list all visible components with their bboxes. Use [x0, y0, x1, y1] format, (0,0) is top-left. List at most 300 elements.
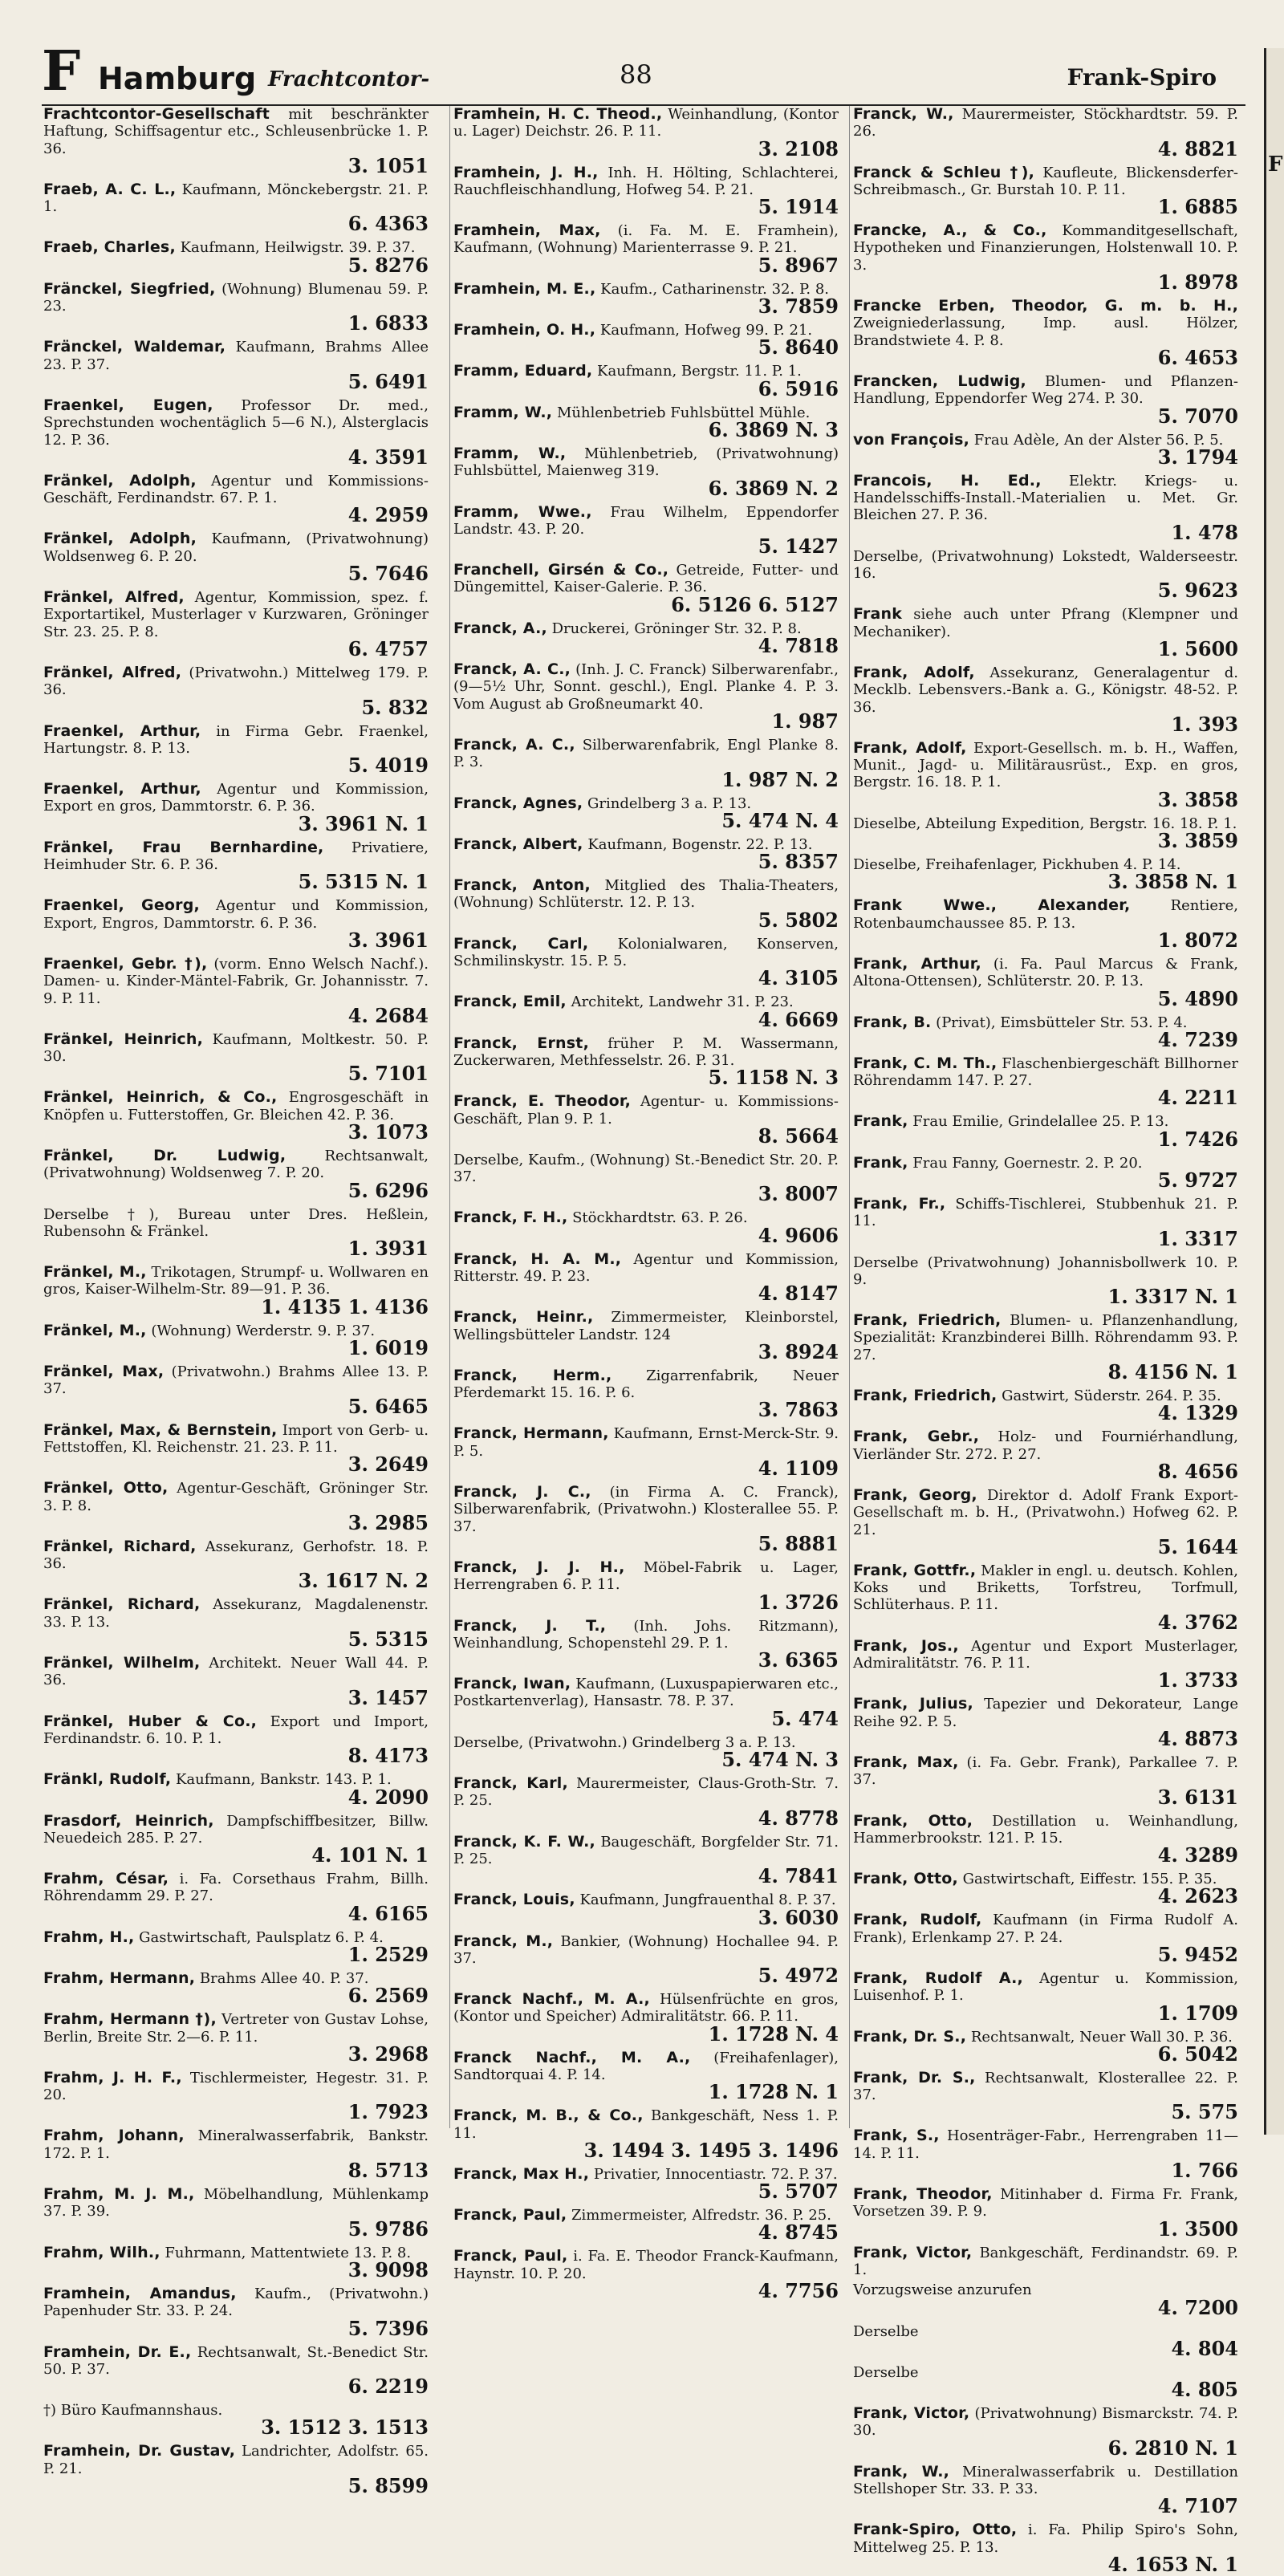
phone-number: 5. 474 N. 3 — [721, 1748, 839, 1772]
edge-letter: F — [1268, 152, 1283, 177]
entry-name: Framm, Wwe., — [453, 502, 592, 521]
phone-number: 5. 1158 N. 3 — [708, 1066, 839, 1090]
directory-entry — [453, 1834, 839, 1887]
entry-details: Frau Adèle, An der Alster 56. P. 5. — [969, 431, 1224, 449]
phone-number: 4. 1329 — [1157, 1401, 1238, 1425]
entry-name: Francke Erben, Theodor, G. m. b. H., — [853, 297, 1238, 315]
entry-details: Frau Emilie, Grindelallee 25. P. 13. — [908, 1113, 1169, 1131]
phone-number: 1. 3726 — [758, 1590, 839, 1614]
phone-number: 6. 2810 N. 1 — [1107, 2436, 1238, 2460]
directory-entry — [853, 897, 1238, 951]
directory-entry — [853, 856, 1238, 892]
entry-name: Fränkel, M., — [43, 1321, 147, 1339]
directory-entry — [43, 1713, 429, 1767]
entry-details: Frau Fanny, Goernestr. 2. P. 20. — [908, 1154, 1143, 1172]
directory-entry — [43, 1480, 429, 1534]
phone-number: 4. 2959 — [347, 503, 429, 527]
phone-number: 1. 3317 N. 1 — [1107, 1285, 1238, 1309]
phone-number: 5. 8967 — [758, 253, 839, 277]
entry-details: Bankgeschäft, Ferdinandstr. 69. P. 1. — [853, 2244, 1238, 2278]
directory-entry — [43, 473, 429, 526]
entry-name: Frank, Victor, — [853, 2404, 970, 2423]
phone-number: 1. 7426 — [1157, 1127, 1238, 1151]
phone-number: 5. 9623 — [1157, 579, 1238, 603]
entry-details: Agentur- u. Kommissions-Geschäft, Plan 9. P. 1. — [453, 1093, 839, 1128]
phone-number: 3. 2108 — [758, 136, 839, 160]
entry-name: Frank, B. — [853, 1013, 932, 1031]
entry-name: Frank, Adolf, — [853, 738, 967, 757]
entry-name: Fränkel, Max, & Bernstein, — [43, 1420, 278, 1439]
entry-details: (Privatwohnung) Bismarckstr. 74. P. 30. — [853, 2405, 1239, 2440]
entry-details: (Inh. J. C. Franck) Silberwarenfabr., (9—5½ Uhr, Sonnt. geschl.), Engl. Planke 4. P. 3. Vom August ab Großneumarkt 40. — [453, 661, 839, 713]
phone-number: 3. 6365 — [758, 1648, 839, 1672]
entry-name: Frank, Dr. S., — [853, 2068, 976, 2086]
phone-number: 5. 8881 — [758, 1531, 839, 1555]
entry-name: Franck, A., — [453, 619, 547, 637]
phone-number: 3. 3961 — [347, 928, 429, 952]
phone-number: 4. 7841 — [758, 1864, 839, 1888]
directory-entry — [453, 1093, 839, 1147]
entry-name: Franck Nachf., M. A., — [453, 2048, 691, 2066]
phone-number: 5. 1644 — [1157, 1534, 1238, 1558]
phone-number: 5. 4972 — [758, 1964, 839, 1988]
entry-details: Dieselbe, Abteilung Expedition, Bergstr. 16. 18. P. 1. — [853, 815, 1237, 832]
entry-details: Gastwirt, Süderstr. 264. P. 35. — [997, 1388, 1221, 1405]
entry-details: Rechtsanwalt, Neuer Wall 30. P. 36. — [966, 2028, 1233, 2046]
directory-entry — [853, 1487, 1238, 1558]
directory-entry — [853, 2186, 1238, 2240]
directory-entry — [43, 106, 429, 177]
phone-number: 4. 804 — [1171, 2336, 1238, 2360]
entry-details: Destillation u. Weinhandlung, Hammerbrookstr. 121. P. 15. — [853, 1812, 1238, 1847]
directory-entry — [853, 1562, 1238, 1633]
entry-details: Bankier, (Wohnung) Hochallee 94. P. 37. — [453, 1932, 839, 1967]
phone-number: 5. 4019 — [347, 754, 429, 778]
phone-number: 4. 8821 — [1157, 136, 1238, 160]
directory-entry — [453, 1559, 839, 1613]
column-middle — [449, 105, 839, 2303]
entry-name: Franck, J. C., — [453, 1483, 591, 1501]
phone-number: 6. 3869 N. 3 — [708, 417, 839, 441]
phone-number: 5. 5315 N. 1 — [298, 870, 429, 894]
entry-name: Fränkel, Adolph, — [43, 471, 197, 490]
entry-name: Franck, M. B., & Co., — [453, 2107, 644, 2125]
entry-details: Kaufmann, Ernst-Merck-Str. 9. P. 5. — [453, 1425, 839, 1460]
entry-name: Fränkel, Dr. Ludwig, — [43, 1146, 286, 1164]
phone-number: 4. 1653 N. 1 — [1107, 2552, 1238, 2576]
entry-details: Getreide, Futter- und Düngemittel, Kaiser-Galerie. P. 36. — [453, 562, 839, 596]
phone-number: 1. 987 — [771, 709, 839, 733]
phone-number: 1. 3733 — [1157, 1668, 1238, 1692]
entry-details: Agentur und Kommission, Export, Engros, Dammtorstr. 6. P. 36. — [43, 897, 429, 932]
phone-number: 1. 1728 N. 4 — [708, 2021, 839, 2046]
entry-details: Kaufmann, Moltkestr. 50. P. 30. — [43, 1030, 429, 1066]
phone-number: 5. 8276 — [347, 253, 429, 277]
directory-entry — [453, 2166, 839, 2202]
entry-details: Weinhandlung, (Kontor u. Lager) Deichstr. 26. P. 11. — [453, 106, 839, 140]
phone-number: 5. 575 — [1171, 2100, 1238, 2124]
entry-name: Fränkel, Otto, — [43, 1479, 169, 1497]
directory-entry — [43, 2245, 429, 2281]
entry-details: i. Fa. Corsethaus Frahm, Billh. Röhrendamm 29. P. 27. — [43, 1871, 429, 1905]
entry-details: Brahms Allee 40. P. 37. — [195, 1970, 369, 1987]
entry-name: Fränkel, Adolph, — [43, 530, 197, 548]
directory-entry — [43, 281, 429, 335]
entry-name: Franck, Louis, — [453, 1891, 575, 1909]
phone-number: 1. 766 — [1171, 2159, 1238, 2183]
directory-entry — [453, 2248, 839, 2302]
entry-details: Export und Import, Ferdinandstr. 6. 10. P. 1. — [43, 1713, 429, 1747]
entry-details: Landrichter, Adolfstr. 65. P. 21. — [43, 2443, 429, 2477]
phone-number: 1. 3317 — [1157, 1226, 1238, 1250]
phone-number: 4. 3762 — [1157, 1610, 1238, 1634]
entry-details: Architekt. Neuer Wall 44. P. 36. — [43, 1655, 429, 1689]
directory-entry — [453, 322, 839, 358]
adjacent-page-edge — [1264, 48, 1284, 2135]
entry-details: Rechtsanwalt, (Privatwohnung) Woldsenweg 7. P. 20. — [43, 1147, 429, 1182]
phone-number: 3. 3859 — [1157, 829, 1238, 853]
phone-number: 5. 6296 — [347, 1178, 429, 1202]
directory-entry — [43, 2402, 429, 2438]
directory-entry — [853, 2405, 1238, 2459]
directory-entry — [853, 548, 1238, 602]
entry-name: Frank, Georg, — [853, 1485, 977, 1504]
entry-details: Rentiere, Rotenbaumchaussee 85. P. 13. — [853, 897, 1238, 932]
phone-number: 1. 6019 — [347, 1336, 429, 1360]
directory-entry — [453, 2107, 839, 2161]
entry-details: Derselbe — [853, 2322, 919, 2340]
directory-entry — [453, 222, 839, 276]
entry-details: (vorm. Enno Welsch Nachf.). Damen- u. Kinder-Mäntel-Fabrik, Gr. Johannisstr. 7. 9. P. 11. — [43, 955, 429, 1007]
entry-details: Mineralwasserfabrik u. Destillation Stellshoper Str. 33. P. 33. — [853, 2463, 1238, 2498]
entry-details: Derselbe, (Privatwohn.) Grindelberg 3 a. P. 13. — [453, 1733, 796, 1751]
entry-details: (i. Fa. Paul Marcus & Frank, Altona-Ottensen), Schlüterstr. 20. P. 13. — [853, 955, 1238, 990]
entry-name: Frahm, Hermann, — [43, 1969, 196, 1987]
phone-number: 5. 5707 — [758, 2180, 839, 2204]
directory-entry — [43, 2070, 429, 2123]
entry-details: Mühlenbetrieb Fuhlsbüttel Mühle. — [552, 404, 811, 421]
entry-details: in Firma Gebr. Fraenkel, Hartungstr. 8. P. 13. — [43, 722, 429, 757]
entry-name: Fraeb, A. C. L., — [43, 180, 177, 198]
phone-number: 5. 9786 — [347, 2216, 429, 2241]
directory-entry — [453, 2207, 839, 2243]
directory-entry — [453, 445, 839, 499]
phone-number: 4. 7756 — [758, 2279, 839, 2303]
directory-entry — [853, 1312, 1238, 1383]
entry-name: Frank, Otto, — [853, 1811, 973, 1830]
entry-details: Engrosgeschäft in Knöpfen u. Futterstoffen, Gr. Bleichen 42. P. 36. — [43, 1089, 429, 1123]
directory-entry — [453, 363, 839, 399]
entry-name: Franck, Emil, — [453, 993, 567, 1011]
directory-entry — [853, 2029, 1238, 2065]
entry-name: Franck, Paul, — [453, 2206, 567, 2225]
entry-name: Franck, A. C., — [453, 735, 575, 754]
phone-number: 4. 8147 — [758, 1282, 839, 1306]
entry-details: Kaufleute, Blickensderfer-Schreibmasch., Gr. Burstah 10. P. 11. — [853, 164, 1238, 198]
directory-entry — [453, 504, 839, 558]
phone-number: 5. 474 N. 4 — [721, 808, 839, 832]
entry-details: Holz- und Fourniérhandlung, Vierländer Str. 272. P. 27. — [853, 1428, 1238, 1463]
directory-entry — [453, 1484, 839, 1554]
entry-name: Fraenkel, Gebr. †), — [43, 954, 208, 973]
directory-entry — [43, 781, 429, 835]
entry-name: Frank-Spiro, Otto, — [853, 2521, 1018, 2539]
phone-number: 4. 6165 — [347, 1901, 429, 1925]
entry-name: Franck, W., — [853, 105, 954, 123]
directory-entry — [453, 1933, 839, 1987]
entry-details: Vertreter von Gustav Lohse, Berlin, Breite Str. 2—6. P. 11. — [43, 2011, 429, 2046]
directory-entry — [853, 1254, 1238, 1308]
phone-number: 3. 6030 — [758, 1905, 839, 1929]
entry-name: Frank, — [853, 1112, 908, 1131]
entry-name: Frank, Friedrich, — [853, 1387, 998, 1405]
entry-details: Kaufmann, (Privatwohnung) Woldsenweg 6. P. 20. — [43, 530, 429, 565]
entry-name: Franck, Carl, — [453, 934, 589, 953]
entry-details: Agentur und Kommission, Export en gros, Dammtorstr. 6. P. 36. — [43, 781, 429, 815]
entry-name: Franck, Paul, — [453, 2247, 568, 2265]
directory-entry — [853, 222, 1238, 293]
entry-name: Frank, Fr., — [853, 1194, 946, 1213]
directory-entry — [43, 1871, 429, 1924]
directory-entry — [853, 1014, 1238, 1050]
entry-details: Kaufmann (in Firma Rudolf A. Frank), Erlenkamp 27. P. 24. — [853, 1912, 1238, 1946]
directory-entry — [853, 664, 1238, 735]
phone-number: 3. 9098 — [347, 2257, 429, 2281]
phone-number: 1. 1728 N. 1 — [708, 2080, 839, 2104]
entry-name: Franck, Anton, — [453, 876, 591, 895]
entry-name: Fränkel, Wilhelm, — [43, 1654, 201, 1672]
entry-details: Rechtsanwalt, Klosterallee 22. P. 37. — [853, 2069, 1238, 2104]
phone-number: 4. 7200 — [1157, 2295, 1238, 2319]
directory-entry — [453, 2050, 839, 2103]
phone-number: 5. 4890 — [1157, 986, 1238, 1010]
entry-name: Franck Nachf., M. A., — [453, 1990, 650, 2009]
entry-details: Derselbe, Kaufm., (Wohnung) St.-Benedict Str. 20. P. 37. — [453, 1151, 839, 1186]
phone-number: 5. 9727 — [1157, 1168, 1238, 1192]
entry-details: Silberwarenfabrik, Engl Planke 8. P. 3. — [453, 736, 839, 771]
phone-number: 1. 2529 — [347, 1943, 429, 1966]
entry-details: Zimmermeister, Kleinborstel, Wellingsbütteler Landstr. 124 — [453, 1309, 839, 1343]
directory-entry — [853, 1696, 1238, 1749]
entry-details: früher P. M. Wassermann, Zuckerwaren, Methfesselstr. 26. P. 31. — [453, 1034, 839, 1069]
phone-number: 1. 1709 — [1157, 2001, 1238, 2025]
entry-details: Mineralwasserfabrik, Bankstr. 172. P. 1. — [43, 2127, 429, 2162]
directory-entry — [453, 1891, 839, 1928]
entry-details: Maurermeister, Claus-Groth-Str. 7. P. 25. — [453, 1775, 839, 1810]
entry-details: Assekuranz, Gerhofstr. 18. P. 36. — [43, 1538, 429, 1573]
directory-entry — [43, 1089, 429, 1143]
entry-details: (Wohnung) Werderstr. 9. P. 37. — [146, 1322, 376, 1339]
directory-entry — [853, 815, 1238, 851]
phone-number: 4. 1109 — [758, 1457, 839, 1481]
directory-entry — [43, 397, 429, 468]
entry-details: †) Büro Kaufmannshaus. — [43, 2402, 223, 2420]
entry-details: Kaufmann, Brahms Allee 23. P. 37. — [43, 339, 429, 373]
entry-name: Frank, Gottfr., — [853, 1561, 977, 1579]
entry-details: Assekuranz, Magdalenenstr. 33. P. 13. — [43, 1596, 429, 1631]
entry-name: Frank Wwe., Alexander, — [853, 896, 1131, 915]
directory-entry — [43, 2344, 429, 2398]
directory-entry — [43, 839, 429, 893]
entry-name: Franck, F. H., — [453, 1209, 568, 1227]
entry-details: Bankgeschäft, Ness 1. P. 11. — [453, 2107, 839, 2142]
directory-entry — [43, 1422, 429, 1476]
entry-name: Frank, Julius, — [853, 1695, 973, 1713]
directory-entry — [853, 740, 1238, 811]
phone-number: 5. 8357 — [758, 850, 839, 874]
column-right — [849, 105, 1239, 2576]
phone-number: 5. 832 — [361, 695, 429, 719]
phone-number: 4. 3289 — [1157, 1843, 1238, 1867]
entry-details: (Privatwohn.) Mittelweg 179. P. 36. — [43, 664, 429, 699]
directory-entry — [43, 1264, 429, 1318]
entry-details: Gastwirtschaft, Eiffestr. 155. P. 35. — [957, 1871, 1217, 1888]
phone-number: 5. 8599 — [347, 2474, 429, 2498]
entry-name: Fränkel, Frau Bernhardine, — [43, 838, 324, 856]
entry-name: Fränkel, Max, — [43, 1363, 165, 1381]
directory-entry — [453, 993, 839, 1030]
phone-number: 8. 5713 — [347, 2159, 429, 2183]
directory-entry — [853, 2364, 1238, 2400]
entry-details: Flaschenbiergeschäft Billhorner Röhrendamm 147. P. 27. — [853, 1054, 1238, 1090]
directory-entry — [43, 1363, 429, 1417]
entry-details: Agentur-Geschäft, Gröninger Str. 3. P. 8. — [43, 1480, 429, 1514]
entry-name: Francke, A., & Co., — [853, 221, 1047, 240]
entry-details: i. Fa. Philip Spiro's Sohn, Mittelweg 25. P. 13. — [853, 2521, 1238, 2556]
phone-number: 4. 7818 — [758, 634, 839, 658]
directory-entry — [453, 737, 839, 790]
phone-number: 4. 805 — [1171, 2378, 1238, 2402]
entry-name: Frank, Victor, — [853, 2243, 973, 2261]
directory-entry — [453, 877, 839, 931]
entry-name: Frank, W., — [853, 2462, 950, 2481]
directory-entry — [453, 1152, 839, 1205]
entry-name: Frank, S., — [853, 2127, 940, 2145]
entry-name: Framhein, Amandus, — [43, 2284, 237, 2302]
phone-number: 5. 7101 — [347, 1062, 429, 1086]
entry-details: (Wohnung) Blumenau 59. P. 23. — [43, 280, 429, 315]
entry-details: (in Firma A. C. Franck), Silberwarenfabrik, (Privatwohn.) Klosterallee 55. P. 37. — [453, 1484, 839, 1535]
entry-name: Framhein, Max, — [453, 221, 601, 240]
entry-details: Blumen- und Pflanzen-Handlung, Eppendorfer Weg 274. P. 30. — [853, 372, 1238, 408]
entry-name: Franck, J. J. H., — [453, 1558, 625, 1576]
entry-name: Frank, Adolf, — [853, 663, 975, 681]
entry-name: Franck, A. C., — [453, 660, 571, 679]
entry-details: Export-Gesellsch. m. b. H., Waffen, Munit., Jagd- u. Militärausrüst., Exp. en gros, Bergstr. 16. 18. P. 1. — [853, 739, 1239, 791]
phone-number: 3. 3858 N. 1 — [1107, 870, 1238, 894]
entry-details: Vorzugsweise anzurufen — [853, 2281, 1032, 2299]
column-left — [43, 105, 429, 2498]
phone-number: 6. 5042 — [1157, 2042, 1238, 2066]
phone-number: 5. 8640 — [758, 335, 839, 360]
entry-name: Framhein, Dr. E., — [43, 2342, 192, 2361]
phone-number: 3. 7859 — [758, 295, 839, 319]
directory-entry — [453, 562, 839, 616]
entry-name: Fraenkel, Arthur, — [43, 721, 201, 740]
entry-name: Fraenkel, Georg, — [43, 896, 200, 915]
entry-name: Frank — [853, 605, 903, 624]
entry-details: Möbel-Fabrik u. Lager, Herrengraben 6. P. 11. — [453, 1558, 839, 1594]
entry-details: Kaufmann, (Luxuspapierwaren etc., Postkartenverlag), Hansastr. 78. P. 37. — [453, 1676, 839, 1710]
entry-details: Privatiere, Heimhuder Str. 6. P. 36. — [43, 839, 429, 874]
directory-entry — [43, 2285, 429, 2339]
phone-number: 4. 7239 — [1157, 1027, 1238, 1051]
entry-name: Framm, W., — [453, 403, 553, 421]
phone-number: 3. 2968 — [347, 2042, 429, 2066]
directory-entry — [453, 661, 839, 732]
directory-entry — [43, 1148, 429, 1201]
entry-name: Framhein, J. H., — [453, 163, 599, 181]
phone-number: 1. 987 N. 2 — [721, 767, 839, 791]
entry-name: Framm, W., — [453, 444, 567, 462]
phone-number: 6. 2569 — [347, 1984, 429, 2008]
entry-name: Frahm, César, — [43, 1870, 169, 1888]
section-letter: F — [42, 39, 81, 104]
phone-number: 6. 4363 — [347, 212, 429, 236]
directory-entry — [43, 1031, 429, 1085]
directory-entry — [853, 1155, 1238, 1191]
entry-details: siehe auch unter Pfrang (Klempner und Mechaniker). — [853, 606, 1238, 640]
phone-number: 4. 7107 — [1157, 2494, 1238, 2518]
entry-details: Maurermeister, Stöckhardtstr. 59. P. 26. — [853, 106, 1238, 140]
entry-name: Franck, J. T., — [453, 1616, 607, 1635]
entry-name: Fränkel, Alfred, — [43, 588, 185, 607]
entry-details: Druckerei, Gröninger Str. 32. P. 8. — [547, 620, 802, 637]
entry-name: Frank, Gebr., — [853, 1428, 980, 1446]
directory-entry — [43, 723, 429, 777]
directory-entry — [43, 956, 429, 1026]
entry-name: Frank, Rudolf A., — [853, 1969, 1023, 1987]
phone-number: 1. 4135 1. 4136 — [261, 1294, 429, 1318]
entry-name: Frank, Max, — [853, 1753, 959, 1771]
phone-number: 4. 6669 — [758, 1007, 839, 1031]
entry-name: Frank, Rudolf, — [853, 1911, 982, 1929]
phone-number: 3. 1617 N. 2 — [298, 1569, 429, 1593]
entry-name: Frahm, J. H. F., — [43, 2068, 182, 2086]
directory-entry — [853, 956, 1238, 1010]
entry-name: Fränkl, Rudolf, — [43, 1770, 172, 1789]
directory-entry — [43, 1323, 429, 1359]
directory-entry — [853, 606, 1238, 660]
phone-number: 3. 1512 3. 1513 — [261, 2416, 429, 2440]
entry-details: Inh. H. Hölting, Schlachterei, Rauchfleischhandlung, Hofweg 54. P. 21. — [453, 164, 839, 198]
phone-number: 4. 8778 — [758, 1806, 839, 1830]
entry-name: Franck, Heinr., — [453, 1308, 594, 1327]
directory-entry — [43, 530, 429, 584]
entry-details: Agentur u. Kommission, Luisenhof. P. 1. — [853, 1970, 1238, 2005]
entry-details: Derselbe — [853, 2363, 919, 2381]
entry-details: Derselbe, (Privatwohnung) Lokstedt, Walderseestr. 16. — [853, 547, 1238, 583]
directory-entry — [453, 1991, 839, 2045]
page-range-word: Frank-Spiro — [1067, 64, 1217, 91]
phone-number: 3. 1073 — [347, 1119, 429, 1144]
entry-name: Franck, Hermann, — [453, 1424, 609, 1443]
directory-entry — [43, 2011, 429, 2065]
entry-details: Zigarrenfabrik, Neuer Pferdemarkt 15. 16. P. 6. — [453, 1367, 839, 1402]
directory-entry — [853, 432, 1238, 468]
directory-entry — [853, 1055, 1238, 1109]
entry-details: Rechtsanwalt, St.-Benedict Str. 50. P. 37. — [43, 2343, 429, 2378]
entry-details: Professor Dr. med., Sprechstunden wochentäglich 5—6 N.), Alsterglacis 12. P. 36. — [43, 396, 429, 449]
entry-name: Frank, — [853, 1153, 908, 1172]
entry-details: Mitglied des Thalia-Theaters, (Wohnung) Schlüterstr. 12. P. 13. — [453, 877, 839, 912]
entry-details: Stöckhardtstr. 63. P. 26. — [567, 1209, 748, 1227]
directory-entry — [43, 1538, 429, 1592]
phone-number: 4. 8745 — [758, 2220, 839, 2245]
entry-details: Mühlenbetrieb, (Privatwohnung) Fuhlsbüttel, Maienweg 319. — [453, 445, 839, 480]
phone-number: 1. 8978 — [1157, 270, 1238, 295]
entry-details: Kaufmann, Bankstr. 143. P. 1. — [171, 1771, 392, 1789]
